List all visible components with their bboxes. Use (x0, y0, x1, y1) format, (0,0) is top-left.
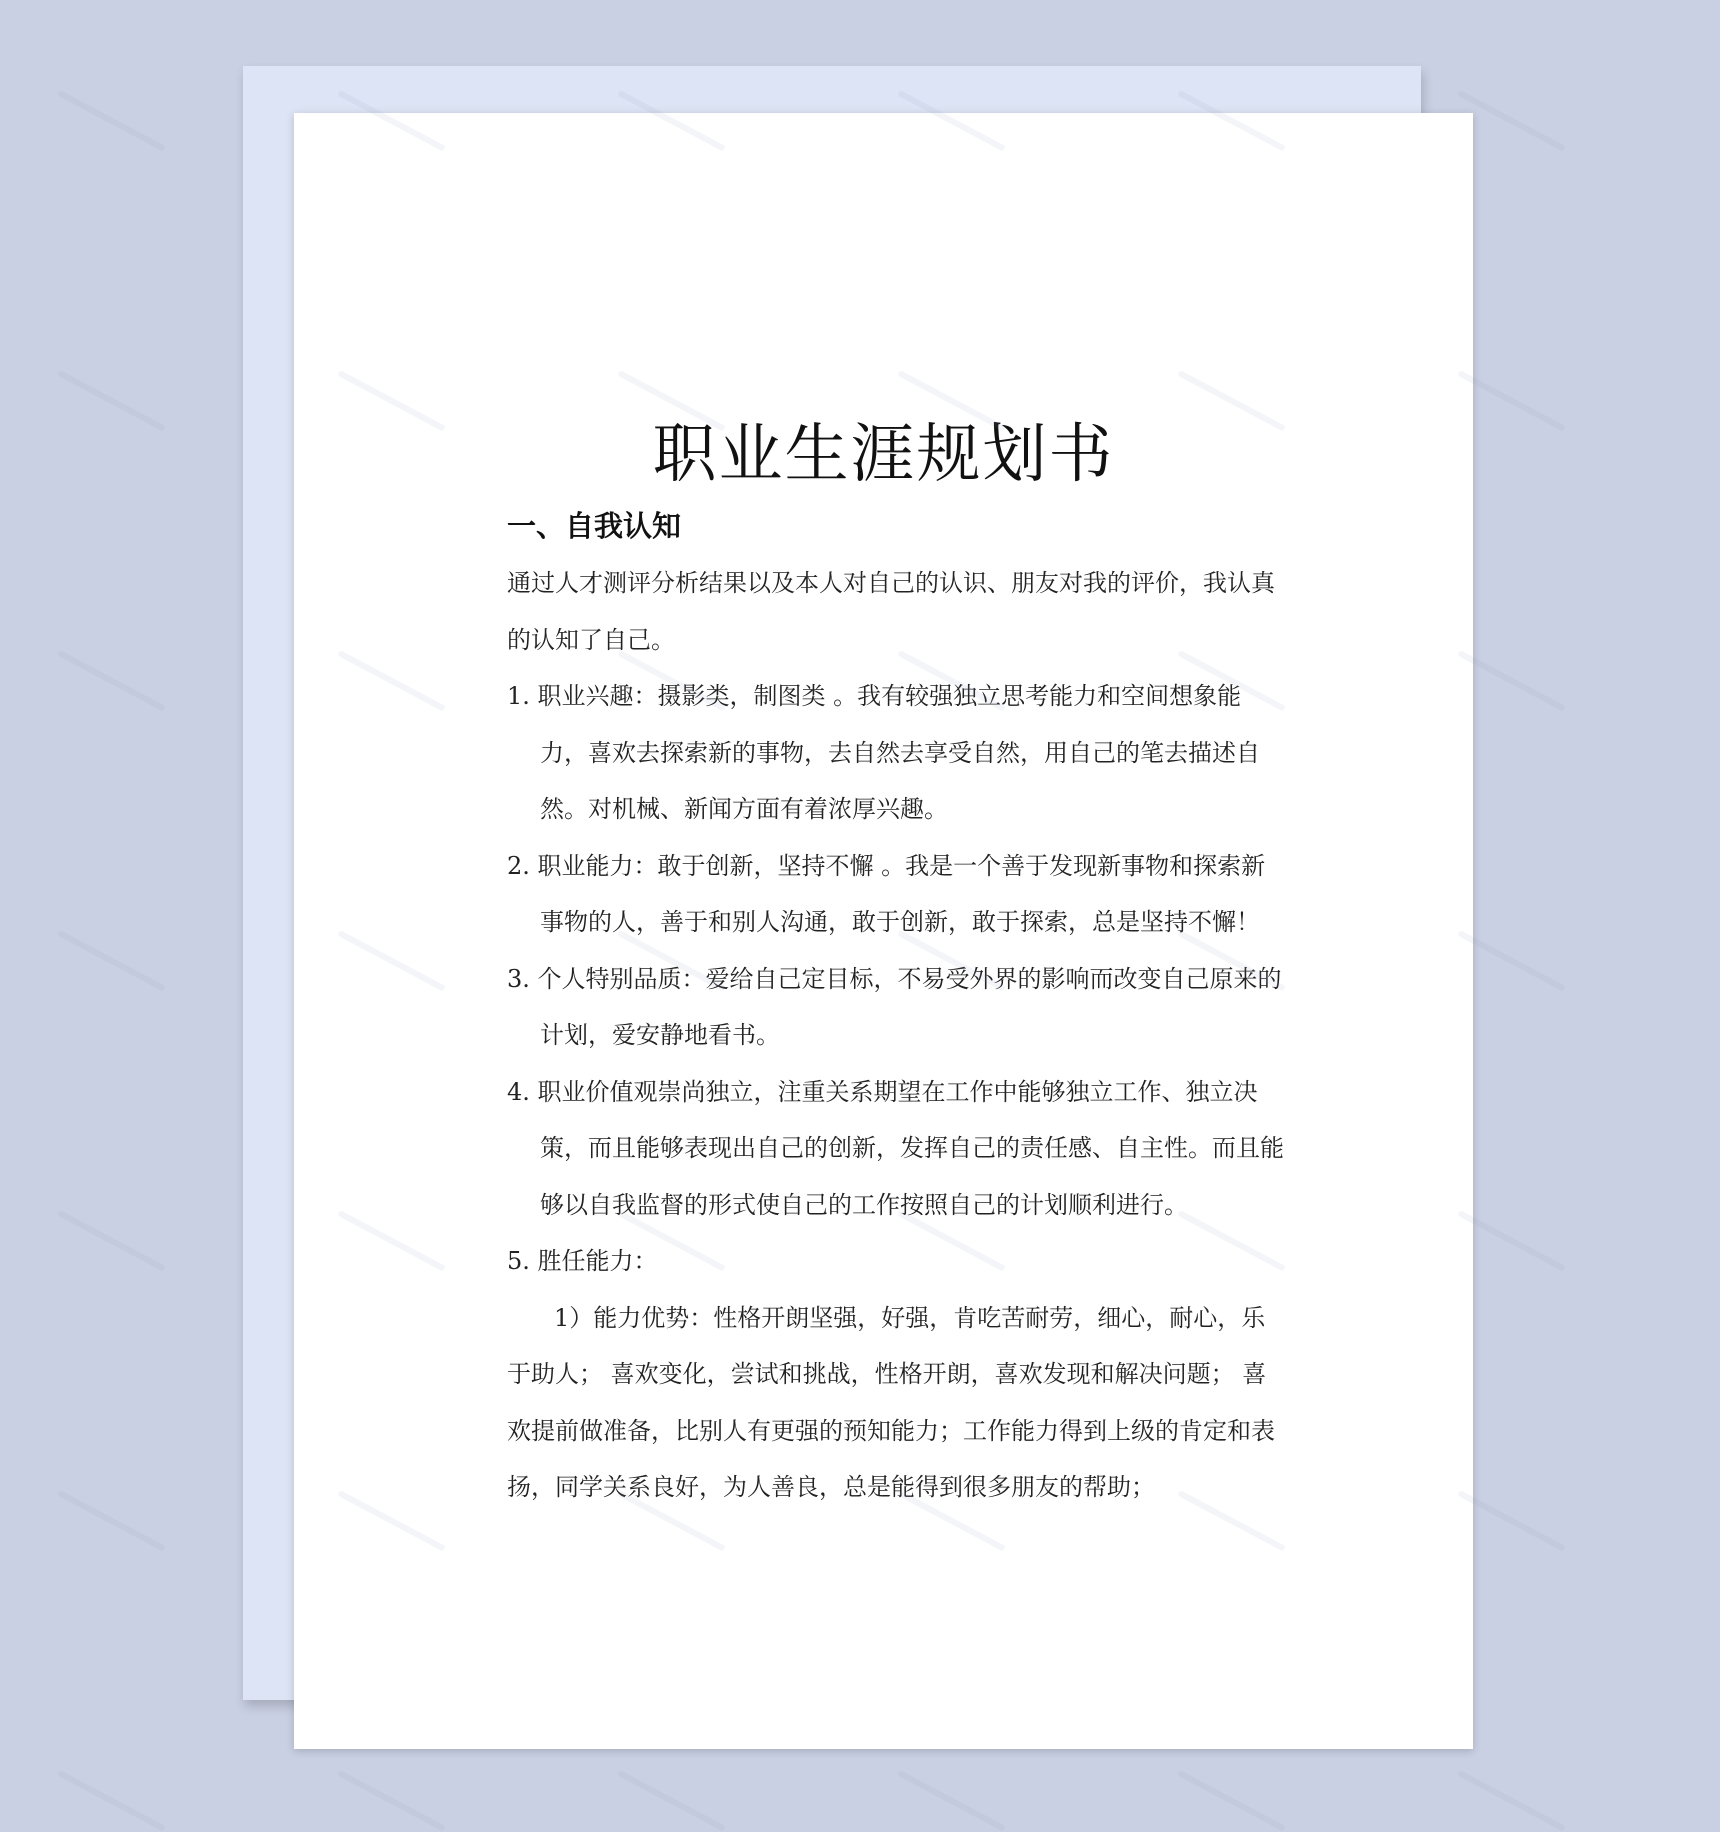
watermark-mark (617, 1770, 726, 1832)
watermark-mark (1457, 90, 1566, 152)
watermark-mark (57, 1210, 166, 1272)
watermark-mark (1457, 370, 1566, 432)
list-item: 5. 胜任能力： (507, 1247, 658, 1275)
section-heading: 一、自我认知 (507, 509, 682, 543)
watermark-mark (1457, 1210, 1566, 1272)
watermark-mark (57, 90, 166, 152)
watermark-mark (57, 1490, 166, 1552)
watermark-mark (1457, 930, 1566, 992)
watermark-mark (57, 1770, 166, 1832)
list-item: 2. 职业能力：敢于创新，坚持不懈 。我是一个善于发现新事物和探索新事物的人，善于和别人沟通，敢于创新，敢于探索，总是坚持不懈！ (507, 851, 1266, 936)
watermark-mark (57, 370, 166, 432)
watermark-mark (1457, 650, 1566, 712)
list-item: 3. 个人特别品质：爱给自己定目标，不易受外界的影响而改变自己原来的计划，爱安静地看书。 (507, 964, 1282, 1049)
watermark-mark (57, 930, 166, 992)
watermark-mark (1177, 1770, 1286, 1832)
list-item: 1. 职业兴趣：摄影类，制图类 。我有较强独立思考能力和空间想象能力，喜欢去探索新的事物，去自然去享受自然，用自己的笔去描述自然。对机械、新闻方面有着浓厚兴趣。 (507, 682, 1260, 823)
sub-paragraph: 1）能力优势：性格开朗坚强，好强，肯吃苦耐劳，细心，耐心，乐于助人； 喜欢变化，尝试和挑战，性格开朗，喜欢发现和解决问题； 喜欢提前做准备，比别人有更强的预知能力；工作能力得到上级的肯定和表扬，同学关系良好，为人善良，总是能得到很多朋友的帮助； (507, 1303, 1275, 1501)
watermark-mark (1457, 1770, 1566, 1832)
document-title: 职业生涯规划书 (652, 418, 1115, 492)
watermark-mark (337, 1770, 446, 1832)
document-page (294, 113, 1473, 1749)
intro-paragraph: 通过人才测评分析结果以及本人对自己的认识、朋友对我的评价，我认真的认知了自己。 (507, 569, 1275, 654)
list-item: 4. 职业价值观崇尚独立，注重关系期望在工作中能够独立工作、独立决策，而且能够表现出自己的创新，发挥自己的责任感、自主性。而且能够以自我监督的形式使自己的工作按照自己的计划顺利进行。 (507, 1077, 1284, 1219)
watermark-mark (1457, 1490, 1566, 1552)
watermark-mark (897, 1770, 1006, 1832)
document-body (507, 555, 1287, 1516)
watermark-mark (57, 650, 166, 712)
